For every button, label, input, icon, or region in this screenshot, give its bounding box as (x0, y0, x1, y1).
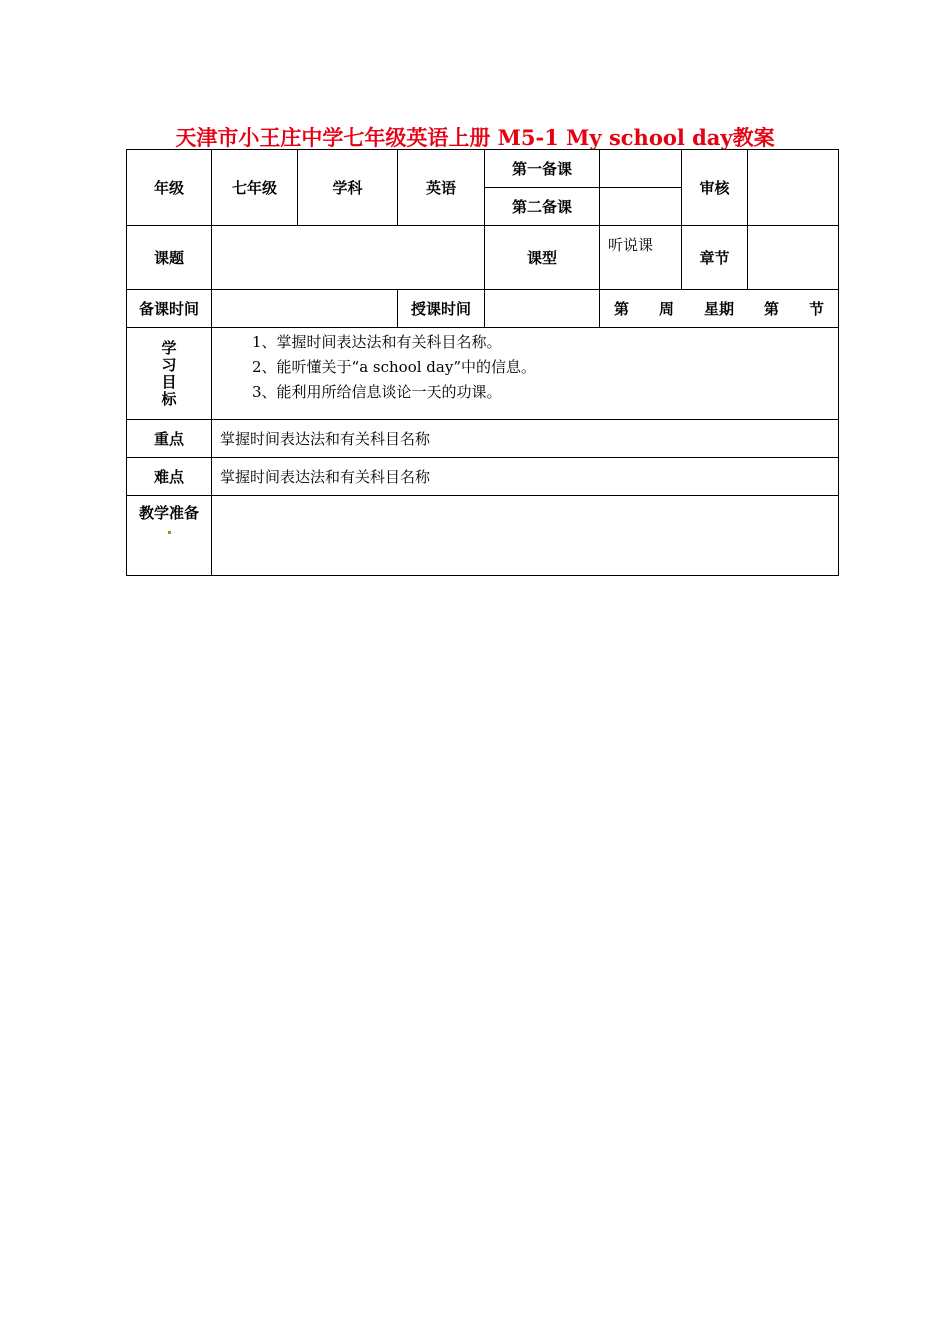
teach-time-value[interactable] (485, 290, 600, 328)
teach-time-label: 授课时间 (398, 290, 485, 328)
review-label: 审核 (682, 150, 748, 226)
difficulty-label: 难点 (127, 458, 212, 496)
schedule-di: 第 (614, 300, 630, 318)
lesson-plan-table (126, 149, 839, 576)
goals-label-char: 习 (161, 355, 177, 374)
subject-label: 学科 (298, 150, 398, 226)
schedule-weekday: 星期 (703, 300, 734, 318)
prep-time-label: 备课时间 (127, 290, 212, 328)
key-point-text: 掌握时间表达法和有关科目名称 (220, 430, 431, 448)
goals-list (212, 328, 839, 420)
schedule-week: 周 (658, 300, 674, 318)
prep-materials-label (127, 496, 212, 576)
first-prep-value[interactable] (600, 150, 682, 188)
goal-item: 3、能利用所给信息谈论一天的功课。 (252, 383, 502, 401)
review-value[interactable] (748, 150, 839, 226)
topic-label: 课题 (127, 226, 212, 290)
second-prep-value[interactable] (600, 188, 682, 226)
lesson-type-value: 听说课 (600, 226, 682, 290)
prep-time-value[interactable] (212, 290, 398, 328)
schedule-cell (600, 290, 839, 328)
goals-label-char: 目 (161, 372, 177, 391)
second-prep-label: 第二备课 (485, 188, 600, 226)
prep-materials-value[interactable] (212, 496, 839, 576)
grade-value: 七年级 (212, 150, 298, 226)
goals-label (127, 328, 212, 420)
subject-value: 英语 (398, 150, 485, 226)
chapter-label: 章节 (682, 226, 748, 290)
topic-value[interactable] (212, 226, 485, 290)
goal-item: 1、掌握时间表达法和有关科目名称。 (252, 333, 502, 351)
goal-item: 2、能听懂关于“a school day”中的信息。 (252, 358, 536, 376)
grade-label: 年级 (127, 150, 212, 226)
key-point-label: 重点 (127, 420, 212, 458)
difficulty-text: 掌握时间表达法和有关科目名称 (220, 468, 431, 486)
prep-materials-text: 教学准备 (138, 504, 199, 522)
chapter-value[interactable] (748, 226, 839, 290)
schedule-period: 节 (808, 300, 824, 318)
document-title: 天津市小王庄中学七年级英语上册 M5-1 My school day教案 (175, 125, 775, 150)
schedule-di: 第 (763, 300, 779, 318)
decorative-dot (168, 531, 171, 534)
goals-label-char: 学 (161, 338, 177, 357)
goals-label-char: 标 (161, 389, 177, 408)
difficulty-value (212, 458, 839, 496)
lesson-type-label: 课型 (485, 226, 600, 290)
first-prep-label: 第一备课 (485, 150, 600, 188)
key-point-value (212, 420, 839, 458)
